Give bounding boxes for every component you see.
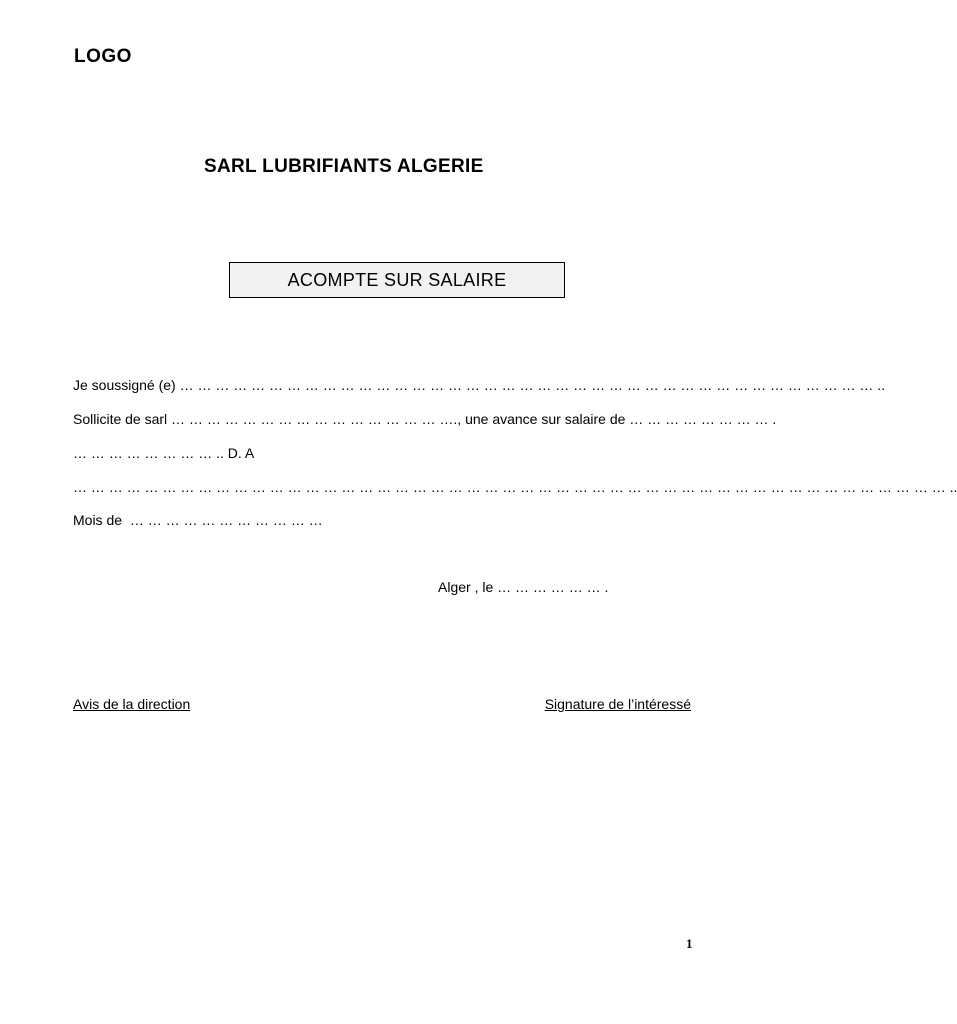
company-name: SARL LUBRIFIANTS ALGERIE: [204, 156, 484, 177]
month-fill-dots: … … … … … … … … … … …: [129, 512, 323, 528]
direction-approval-label: Avis de la direction: [73, 696, 191, 712]
place-date-line: Alger , le … … … … … … .: [438, 579, 609, 595]
amount-continued-dots: … … … … … … … … ..: [73, 445, 228, 461]
logo-placeholder: LOGO: [74, 46, 132, 67]
page-number: 1: [686, 936, 693, 951]
company-label: Sollicite de sarl: [73, 411, 172, 427]
form-line-company-amount: [73, 411, 776, 427]
employee-signature-label: Signature de l’intéressé: [544, 696, 691, 712]
advance-label: ., une avance sur salaire de: [453, 411, 630, 427]
document-title: ACOMPTE SUR SALAIRE: [287, 269, 507, 290]
form-line-amount-continued: [73, 445, 254, 461]
currency-unit: D. A: [227, 445, 255, 461]
extra-fill-dots: … … … … … … … … … … … … … … … … … … … … … … … … … … … … … … … … … … … … … … … … … … … … … … … … … ..: [73, 479, 957, 495]
form-line-month: [73, 512, 323, 528]
document-title-box: [229, 262, 565, 298]
form-line-extra: [73, 479, 957, 495]
form-line-name: [73, 377, 885, 393]
amount-fill-dots: … … … … … … … … .: [629, 411, 777, 427]
name-fill-dots: … … … … … … … … … … … … … … … … … … … … … … … … … … … … … … … … … … … … … … … ..: [179, 377, 886, 393]
month-label: Mois de: [73, 512, 130, 528]
name-label: Je soussigné (e): [73, 377, 180, 393]
company-fill-dots: … … … … … … … … … … … … … … … …: [171, 411, 454, 427]
